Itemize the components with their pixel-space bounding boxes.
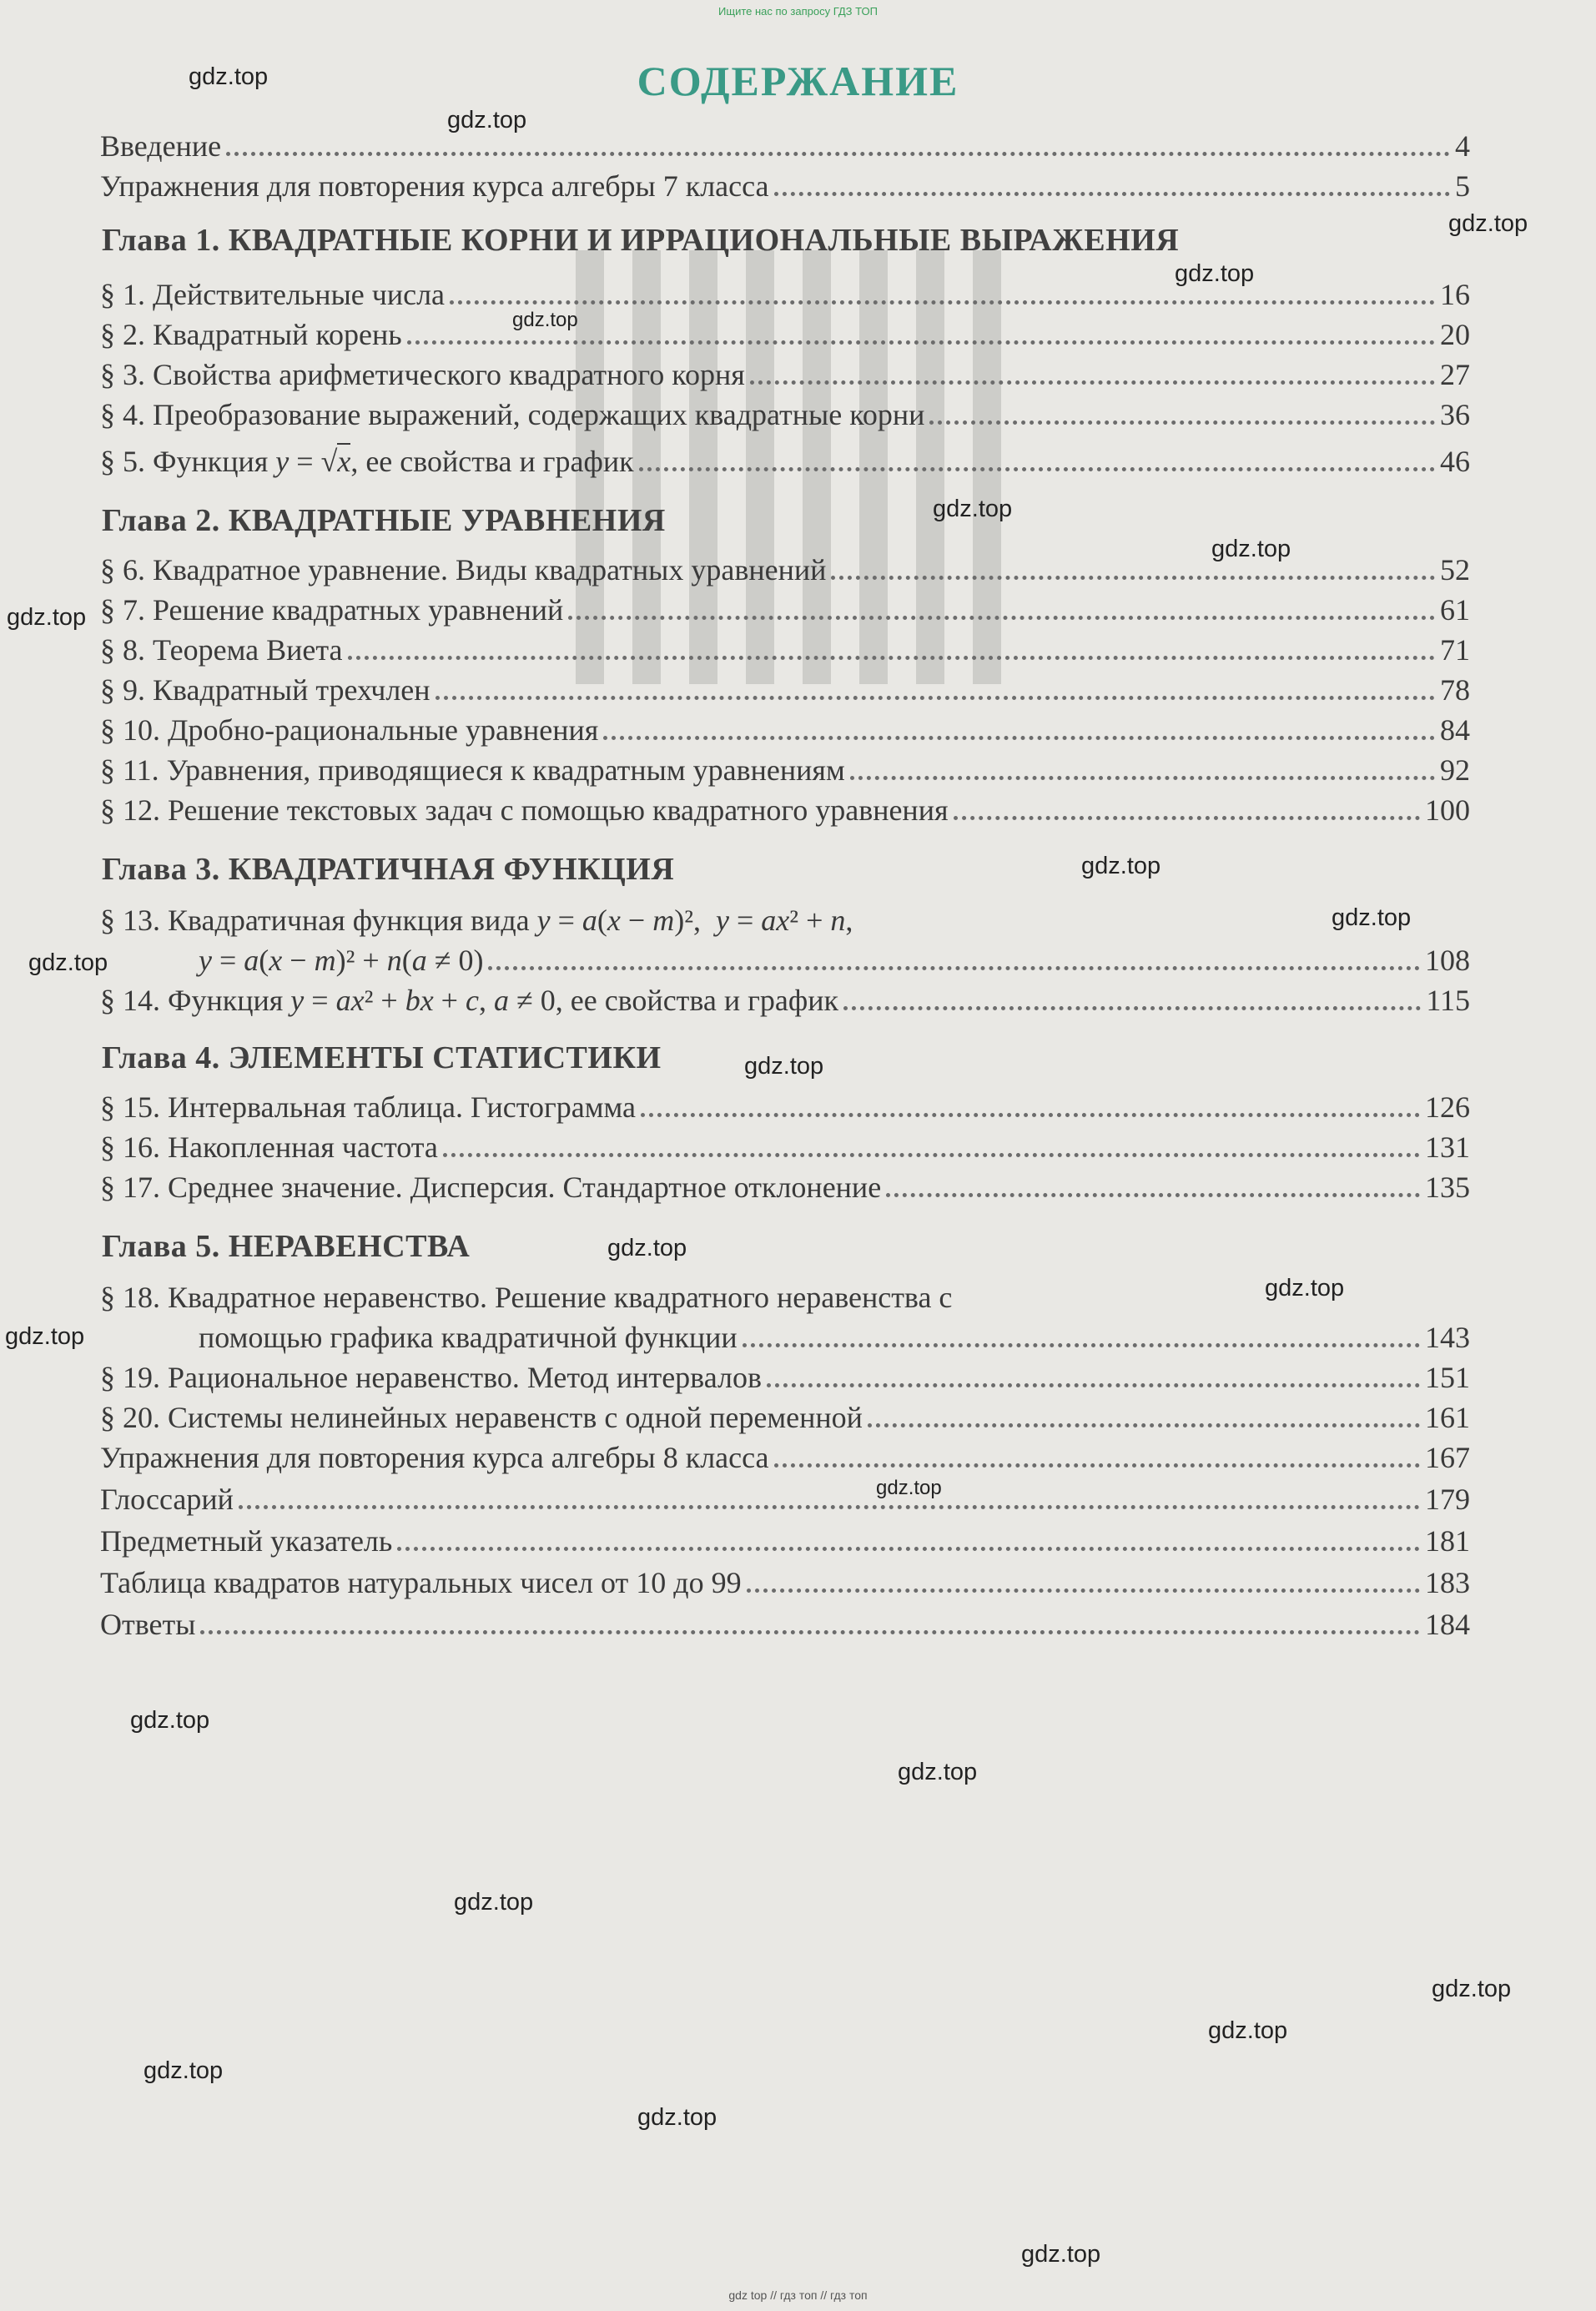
page-number: 61 (1440, 593, 1470, 627)
toc-entry-s11[interactable] (100, 751, 1470, 789)
chapter-3-heading: Глава 3. КВАДРАТИЧНАЯ ФУНКЦИЯ (102, 852, 675, 887)
leader-dots (868, 1423, 1420, 1427)
toc-entry-s4[interactable] (100, 395, 1470, 434)
toc-entry-s2[interactable] (100, 315, 1470, 354)
toc-label: § 20. Системы нелинейных неравенств с одной переменной (100, 1401, 863, 1434)
page-number: 181 (1425, 1524, 1470, 1558)
leader-dots (450, 300, 1435, 305)
page-number: 161 (1425, 1401, 1470, 1434)
toc-label: § 8. Теорема Виета (100, 633, 343, 667)
page-number: 5 (1455, 169, 1470, 203)
leader-dots (850, 776, 1435, 780)
watermark: gdz.top (5, 1323, 85, 1350)
watermark: gdz.top (1081, 853, 1161, 879)
toc-label: § 16. Накопленная частота (100, 1130, 438, 1164)
toc-label: § 15. Интервальная таблица. Гистограмма (100, 1090, 637, 1124)
leader-dots (886, 1193, 1420, 1197)
leader-dots (954, 816, 1420, 820)
watermark: gdz.top (1265, 1275, 1345, 1302)
toc-label: § 11. Уравнения, приводящиеся к квадратным уравнениям (100, 753, 845, 787)
watermark: gdz.top (447, 107, 527, 133)
leader-dots (774, 1463, 1420, 1468)
formula-general: y = ax² + bx + c, a ≠ 0 (290, 984, 556, 1017)
toc-entry-s8[interactable] (100, 631, 1470, 669)
page-title: СОДЕРЖАНИЕ (637, 58, 959, 104)
toc-label: § 4. Преобразование выражений, содержащих квадратные корни (100, 398, 925, 431)
toc-entry-answers[interactable] (100, 1605, 1470, 1644)
page-number: 108 (1425, 944, 1470, 977)
toc-label: § 6. Квадратное уравнение. Виды квадратных уравнений (100, 553, 827, 587)
toc-entry-s7[interactable] (100, 591, 1470, 629)
toc-label: Упражнения для повторения курса алгебры 7 класса (100, 169, 769, 203)
toc-entry-s19[interactable] (100, 1358, 1470, 1397)
toc-label: помощью графика квадратичной функции (199, 1321, 738, 1354)
toc-entry-s5[interactable] (100, 442, 1470, 481)
chapter-4-heading: Глава 4. ЭЛЕМЕНТЫ СТАТИСТИКИ (102, 1040, 662, 1075)
watermark: gdz.top (876, 1477, 942, 1499)
page-number: 27 (1440, 358, 1470, 391)
leader-dots (843, 1006, 1421, 1010)
toc-label: § 2. Квадратный корень (100, 318, 402, 351)
leader-dots (747, 1588, 1420, 1593)
watermark: gdz.top (1332, 904, 1412, 931)
page-number: 36 (1440, 398, 1470, 431)
toc-entry-intro[interactable] (100, 127, 1470, 165)
toc-label: § 10. Дробно-рациональные уравнения (100, 713, 599, 747)
watermark: gdz.top (454, 1889, 534, 1916)
leader-dots (929, 420, 1435, 425)
leader-dots (226, 152, 1450, 156)
chapter-1-heading: Глава 1. КВАДРАТНЫЕ КОРНИ И ИРРАЦИОНАЛЬНЫЕ ВЫРАЖЕНИЯ (102, 223, 1180, 258)
page-number: 184 (1425, 1608, 1470, 1641)
leader-dots (407, 340, 1435, 345)
toc-entry-s15[interactable] (100, 1088, 1470, 1126)
toc-entry-s1[interactable] (100, 275, 1470, 314)
leader-dots (641, 1113, 1420, 1117)
leader-dots (397, 1547, 1420, 1551)
toc-label: Ответы (100, 1608, 196, 1641)
watermark: gdz.top (130, 1707, 210, 1734)
leader-dots (348, 656, 1436, 660)
page-number: 135 (1425, 1171, 1470, 1204)
toc-entry-s12[interactable] (100, 791, 1470, 829)
page-number: 92 (1440, 753, 1470, 787)
watermark: gdz.top (28, 949, 108, 976)
page-number: 131 (1425, 1130, 1470, 1164)
toc-entry-review8[interactable] (100, 1438, 1470, 1477)
toc-label: Введение (100, 129, 222, 163)
toc-label: § 1. Действительные числа (100, 278, 446, 311)
page-number: 167 (1425, 1441, 1470, 1474)
toc-label: Упражнения для повторения курса алгебры 8 класса (100, 1441, 769, 1474)
toc-label: Глоссарий (100, 1483, 234, 1516)
leader-dots (568, 616, 1435, 620)
toc-label-start: § 5. Функция (100, 445, 269, 478)
page-number: 126 (1425, 1090, 1470, 1124)
toc-entry-s13[interactable] (199, 941, 1470, 979)
toc-label-end: , ее свойства и график (350, 445, 634, 478)
watermark: gdz.top (512, 309, 578, 331)
leader-dots (488, 966, 1420, 970)
page-number: 151 (1425, 1361, 1470, 1394)
toc-entry-s13-line1[interactable] (100, 903, 853, 938)
leader-dots (750, 380, 1435, 385)
toc-label: Таблица квадратов натуральных чисел от 10 до 99 (100, 1566, 742, 1599)
toc-label-end: , ее свойства и график (555, 984, 838, 1017)
page-number: 179 (1425, 1483, 1470, 1516)
leader-dots (200, 1630, 1420, 1634)
toc-label: § 17. Среднее значение. Дисперсия. Стандартное отклонение (100, 1171, 882, 1204)
watermark: gdz.top (744, 1053, 824, 1080)
watermark: gdz.top (1432, 1976, 1512, 2002)
leader-dots (639, 467, 1435, 471)
chapter-5-heading: Глава 5. НЕРАВЕНСТВА (102, 1229, 471, 1264)
footer-banner[interactable]: gdz top // гдз топ // гдз топ (728, 2288, 868, 2302)
toc-entry-glossary[interactable] (100, 1480, 1470, 1518)
toc-label-start: § 14. Функция (100, 984, 284, 1017)
watermark: gdz.top (898, 1759, 978, 1785)
formula-sqrt: y = √x (275, 445, 351, 478)
watermark: gdz.top (189, 63, 269, 90)
page-number: 20 (1440, 318, 1470, 351)
watermark: gdz.top (7, 604, 87, 631)
toc-entry-s17[interactable] (100, 1168, 1470, 1206)
page-number: 115 (1426, 984, 1470, 1017)
leader-dots (743, 1343, 1420, 1347)
toc-label (100, 981, 838, 1020)
toc-entry-s16[interactable] (100, 1128, 1470, 1166)
toc-label (100, 442, 634, 481)
page-number: 100 (1425, 793, 1470, 827)
toc-entry-s18-line1[interactable]: § 18. Квадратное неравенство. Решение квадратного неравенства с (100, 1281, 953, 1314)
watermark: gdz.top (607, 1235, 687, 1261)
leader-dots (436, 696, 1435, 700)
page-number: 4 (1455, 129, 1470, 163)
toc-label: § 12. Решение текстовых задач с помощью квадратного уравнения (100, 793, 949, 827)
page-number: 183 (1425, 1566, 1470, 1599)
page-number: 52 (1440, 553, 1470, 587)
leader-dots (767, 1383, 1420, 1387)
leader-dots (603, 736, 1435, 740)
leader-dots (774, 192, 1450, 196)
toc-entry-index[interactable] (100, 1522, 1470, 1560)
watermark: gdz.top (1208, 2017, 1288, 2044)
page-number: 71 (1440, 633, 1470, 667)
toc-entry-s3[interactable] (100, 355, 1470, 394)
toc-label: Предметный указатель (100, 1524, 393, 1558)
watermark: gdz.top (1448, 210, 1528, 237)
toc-entry-s14[interactable] (100, 981, 1470, 1020)
leader-dots (239, 1505, 1420, 1509)
page-number: 16 (1440, 278, 1470, 311)
chapter-2-heading: Глава 2. КВАДРАТНЫЕ УРАВНЕНИЯ (102, 503, 666, 538)
toc-label: § 19. Рациональное неравенство. Метод интервалов (100, 1361, 762, 1394)
toc-entry-s9[interactable] (100, 671, 1470, 709)
toc-label: § 7. Решение квадратных уравнений (100, 593, 564, 627)
page-number: 78 (1440, 673, 1470, 707)
leader-dots (443, 1153, 1420, 1157)
watermark: gdz.top (637, 2104, 717, 2131)
toc-label-start: § 13. Квадратичная функция вида (100, 904, 530, 937)
top-banner[interactable]: Ищите нас по запросу ГДЗ ТОП (718, 5, 878, 18)
watermark: gdz.top (1175, 260, 1255, 287)
watermark: gdz.top (143, 2057, 224, 2084)
toc-entry-review7[interactable] (100, 167, 1470, 205)
watermark: gdz.top (933, 496, 1013, 522)
formula-quadratic: y = a(x − m)², y = ax² + n, (536, 904, 853, 937)
watermark: gdz.top (1021, 2241, 1101, 2268)
toc-entry-s10[interactable] (100, 711, 1470, 749)
toc-entry-s18[interactable] (199, 1318, 1470, 1357)
toc-label: § 3. Свойства арифметического квадратного корня (100, 358, 745, 391)
page-number: 46 (1440, 445, 1470, 478)
formula-vertex-form: y = a(x − m)² + n(a ≠ 0) (199, 944, 484, 977)
page-number: 143 (1425, 1321, 1470, 1354)
watermark: gdz.top (1211, 536, 1291, 562)
page-number: 84 (1440, 713, 1470, 747)
toc-entry-squares[interactable] (100, 1563, 1470, 1602)
toc-label: § 9. Квадратный трехчлен (100, 673, 430, 707)
leader-dots (831, 576, 1435, 580)
toc-entry-s20[interactable] (100, 1398, 1470, 1437)
